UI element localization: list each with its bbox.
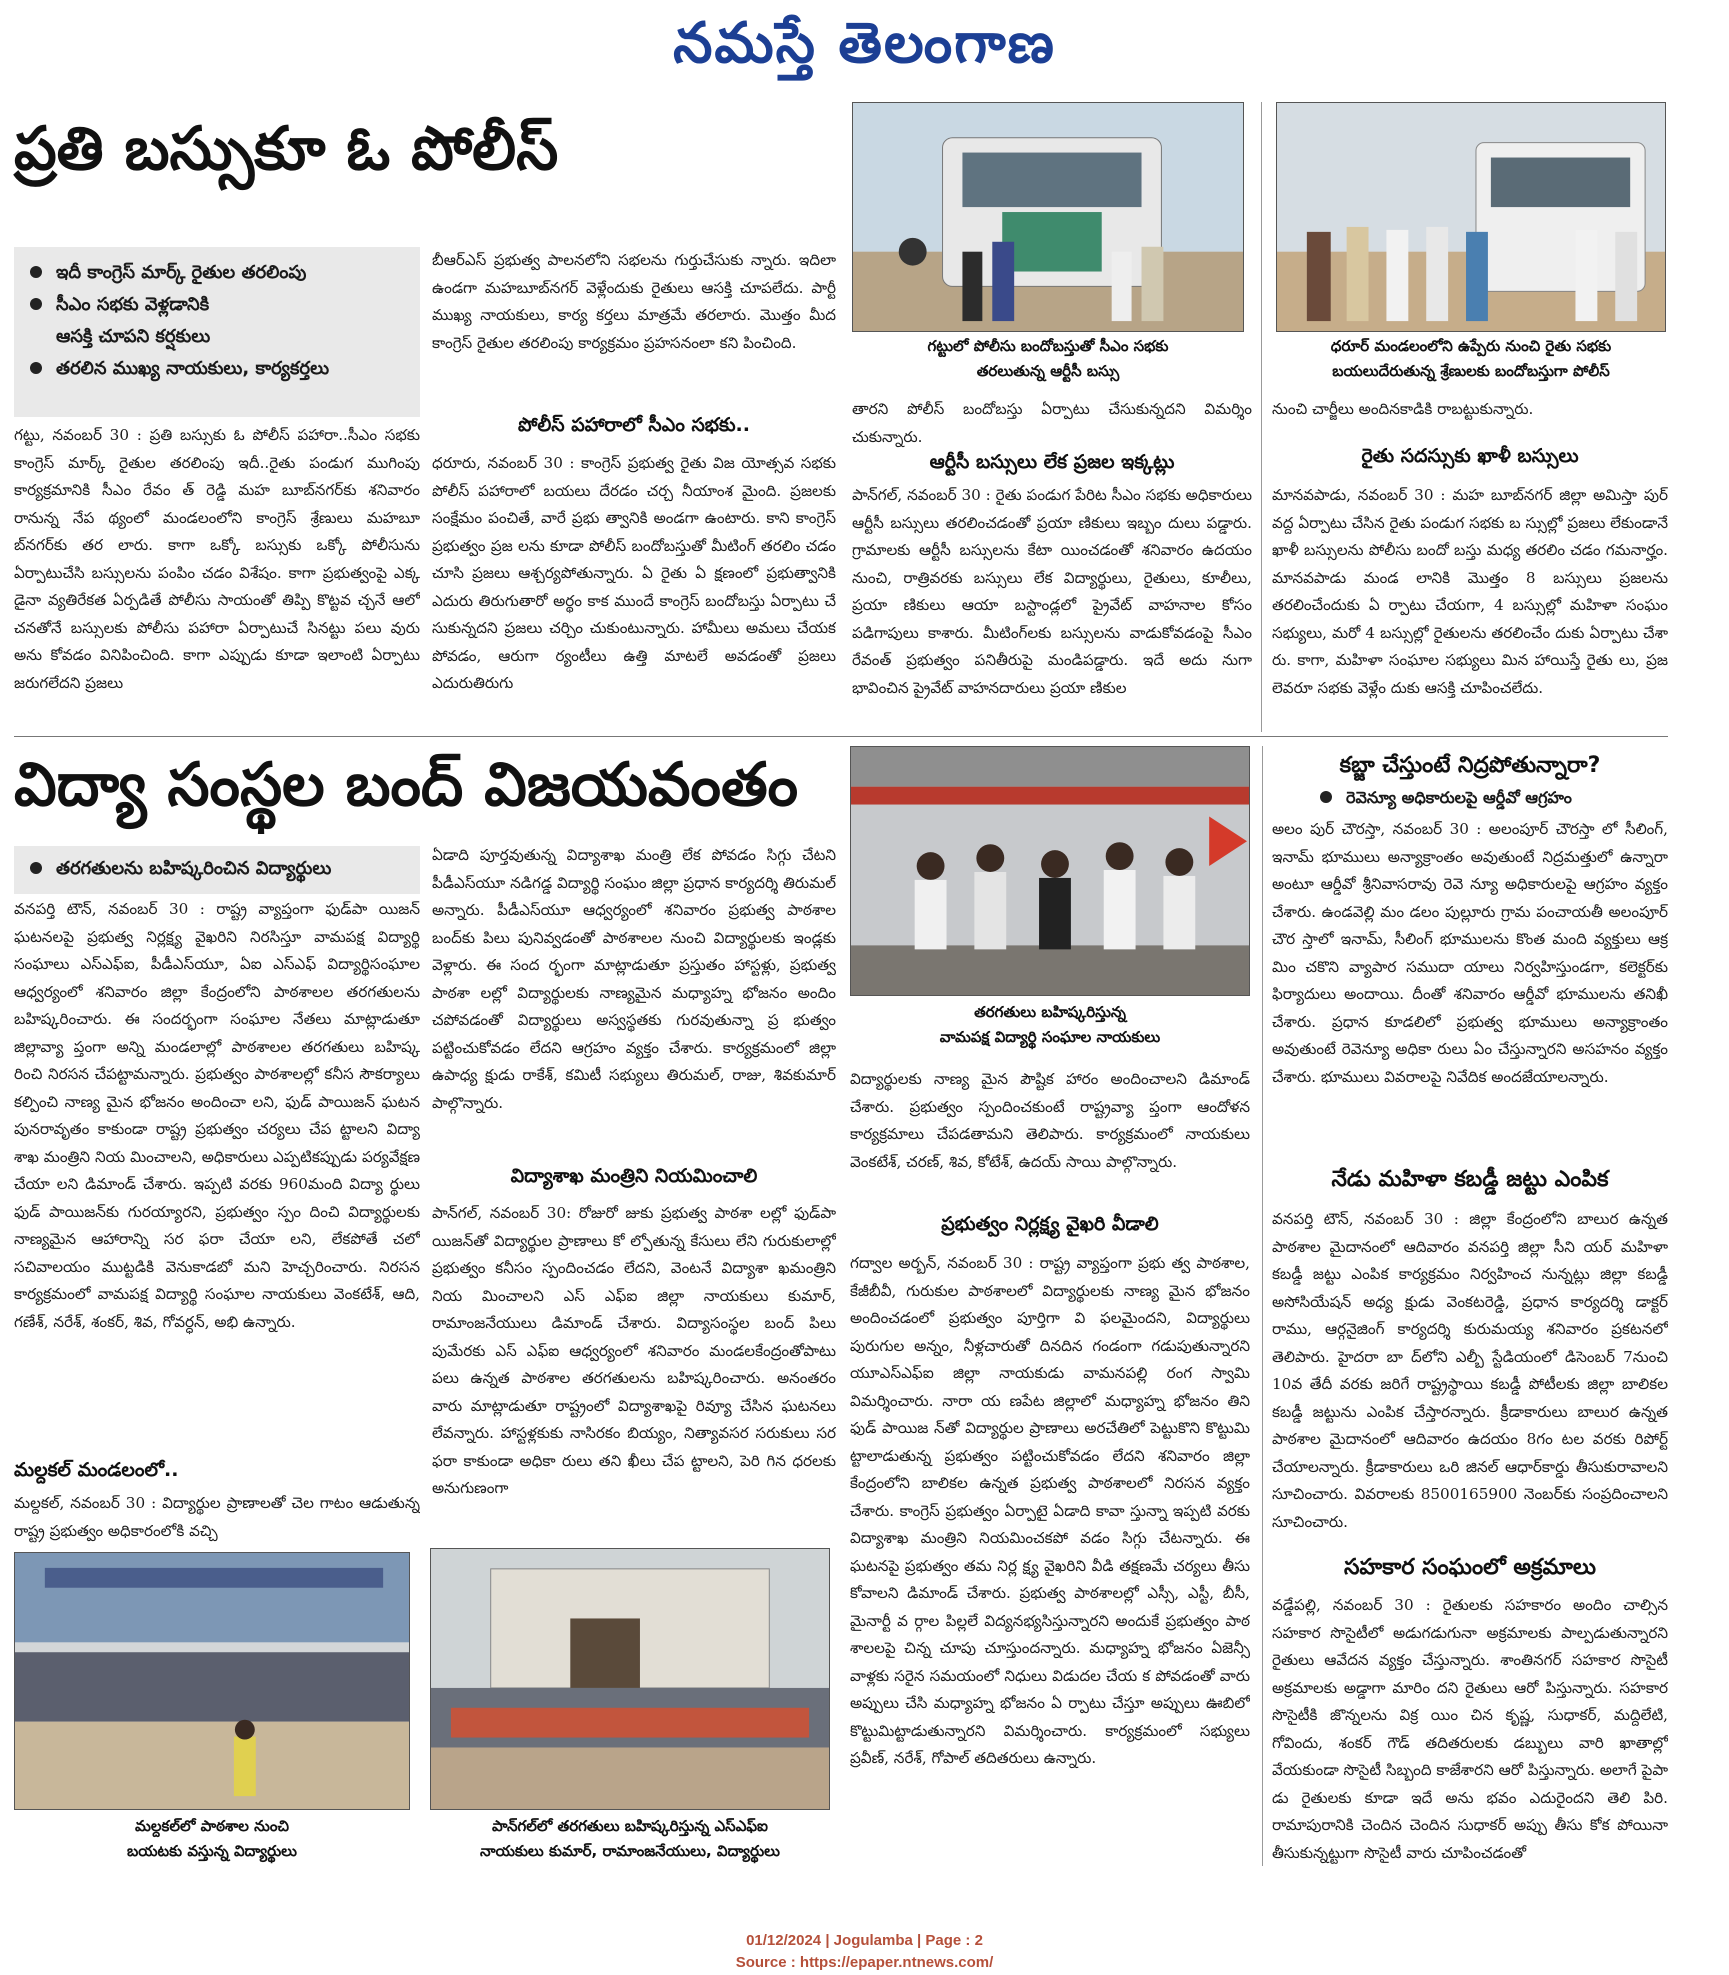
story1-bullet: [28, 353, 404, 385]
bullet-dot-icon: [30, 298, 42, 310]
bullet-dot-icon: [30, 862, 42, 874]
story1-col1-body: గట్టు, నవంబర్ 30 : ప్రతి బస్సుకు ఓ పోలీస్ పహారా..సీఎం సభకు కాంగ్రెస్ మార్క్ రైతుల తరలింపు ఇదీ..రైతు పండుగ ముగింపు కార్యక్రమానికి సీఎం రేవం త్ రెడ్డి మహ బూబ్‌నగర్‌కు శనివారం రానున్న నేప థ్యంలో మండలంలోని కాంగ్రెస్ శ్రేణులు మహబూ బ్‌నగర్‌కు తర లారు. కాగా ఒక్కో బస్సుకు ఒక్కో పోలీసును ఏర్పాటుచేసి బస్సులను పంపిం చడం విశేషం. కాగా ప్రభుత్వంపై ఎక్క డైనా వ్యతిరేకత ఏర్పడితే పోలీసు సాయంతో తిప్పి కొట్టవ చ్చనే ఆలో చనతోనే బస్సులకు పోలీసు పహారా ఏర్పాటుచే సినట్టు పలు వురు అను కోవడం వినిపించింది. కాగా ఎప్పుడు కూడా ఇలాంటి ఏర్పాటు జరుగలేదని ప్రజలు: [14, 426, 420, 692]
headline-encroachment: కబ్జా చేస్తుంటే నిద్రపోతున్నారా?: [1339, 753, 1601, 778]
photo-school-image: [15, 1553, 409, 1809]
footer-date-edition: 01/12/2024 | Jogulamba | Page : 2: [746, 1932, 983, 1949]
photo-dharur-police: [1276, 102, 1666, 332]
photo-sfi-image: [431, 1549, 829, 1809]
rdo-bullet: [1318, 782, 1729, 814]
bullet-dot-icon: [30, 362, 42, 374]
photo1-caption: [852, 334, 1244, 384]
subhead-negligence: ప్రభుత్వం నిర్లక్ష్య వైఖరి వీడాలి: [941, 1213, 1159, 1235]
headline-cooperative: సహకార సంఘంలో అక్రమాలు: [1343, 1555, 1597, 1580]
photo-bus-image: [853, 103, 1243, 331]
subhead-minister: విద్యాశాఖ మంత్రిని నియమించాలి: [510, 1165, 758, 1187]
story2-bullet-box: [14, 846, 420, 894]
bullet-dot-icon: [1320, 791, 1332, 803]
photo2-caption-line1: ధరూర్ మండలంలోని ఉప్పేరు నుంచి రైతు సభకు: [1330, 337, 1612, 355]
photo5-caption-line1: పాన్‌గల్‌లో తరగతులు బహిష్కరిస్తున్న ఎస్ఎఫ్ఐ: [492, 1817, 768, 1835]
story2-headline: విద్యా సంస్థల బంద్ విజయవంతం: [14, 750, 799, 820]
subhead-police: పోలీస్ పహారాలో సీఎం సభకు..: [518, 414, 750, 436]
photo5-caption-line2: నాయకులు కుమార్, రామాంజనేయులు, విద్యార్థులు: [480, 1842, 780, 1860]
bullet-dot-icon: [30, 266, 42, 278]
subhead-maldakal: మల్దకల్ మండలంలో..: [14, 1459, 179, 1481]
col4-body-top: నుంచి చార్జీలు అందినకాడికి రాబట్టుకున్నారు.: [1272, 400, 1534, 418]
photo-bus-police-gattu: [852, 102, 1244, 332]
photo3-caption-line2: వామపక్ష విద్యార్థి సంఘాల నాయకులు: [939, 1028, 1161, 1046]
section-divider: [14, 736, 1668, 737]
photo-maldakal-school: [14, 1552, 410, 1810]
photo4-caption-line2: బయటకు వస్తున్న విద్యార్థులు: [126, 1842, 297, 1860]
story1-col2-body-a: బీఆర్ఎస్ ప్రభుత్వ పాలనలోని సభలను గుర్తుచేసుకు న్నారు. ఇదిలా ఉండగా మహబూబ్‌నగర్ వెళ్లేందుకు రైతులు ఆసక్తి చూపలేదు. పార్టీ ముఖ్య నాయకులు, కార్య కర్తలు మాత్రమే తరలారు. మొత్తం మీద కాంగ్రెస్ రైతుల తరలింపు కార్యక్రమం ప్రహసనంలా కని పించింది.: [432, 251, 836, 352]
photo-pangal-sfi: [430, 1548, 830, 1810]
masthead-logo: నమస్తే తెలంగాణ: [673, 10, 1056, 76]
photo1-caption-line2: తరలుతున్న ఆర్టీసీ బస్సు: [976, 362, 1120, 380]
story2-col2-body-b: పాన్‌గల్, నవంబర్ 30: రోజురో జుకు ప్రభుత్వ పాఠశా లల్లో ఫుడ్‌పా యిజన్‌తో విద్యార్థుల ప్రాణాలు కో ల్పోతున్న కేసులు లేని గురుకులాల్లో ప్రభుత్వం కనీసం స్పందించడం లేదని, వెంటనే విద్యాశా ఖమంత్రిని నియ మించాలని ఎస్ ఎఫ్ఐ జిల్లా నాయకులు కుమార్, రామాంజనేయులు డిమాండ్ చేశారు. విద్యాసంస్థల బంద్ పిలు పుమేరకు ఎస్ ఎఫ్ఐ ఆధ్వర్యంలో శనివారం మండలకేంద్రంతోపాటు పలు ఉన్నత పాఠశాల తరగతులను బహిష్కరించారు. అనంతరం వారు మాట్లాడుతూ రాష్ట్రంలో విద్యాశాఖపై రివ్యూ చేసిన ఘటనలు లేవన్నారు. హాస్టళ్లకుకు నాసిరకం బియ్యం, నిత్యావసర సరుకులు సర ఫరా కాకుండా అధికా రులు తని ఖీలు చేప ట్టాలని, పెరి గిన ధరలకు అనుగుణంగా: [432, 1204, 836, 1497]
footer-source-link[interactable]: Source : https://epaper.ntnews.com/: [735, 1954, 994, 1971]
photo5-caption: [430, 1814, 830, 1864]
bullet-text: తరగతులను బహిష్కరించిన విద్యార్థులు: [56, 858, 332, 879]
story2-col1-body: వనపర్తి టౌన్, నవంబర్ 30 : రాష్ట్ర వ్యాప్తంగా ఫుడ్‌పా యిజన్ ఘటనలపై ప్రభుత్వ నిర్లక్ష్య వైఖరిని నిరసిస్తూ వామపక్ష విద్యార్థి సంఘాలు ఎస్ఎఫ్ఐ, పీడీఎస్‌యూ, ఏఐ ఎస్ఎఫ్ విద్యార్థిసంఘాల ఆధ్వర్యంలో శనివారం జిల్లా కేంద్రంలోని పాఠశాలల తరగతులను బహిష్కరించారు. ఈ సందర్భంగా సంఘాల నేతలు మాట్లాడుతూ జిల్లావ్యా ప్తంగా అన్ని మండలాల్లో పాఠశాలల తరగతులు బహిష్క రించి నిరసన చేపట్టామన్నారు. ప్రభుత్వం పాఠశాలల్లో కనీస సౌకర్యాలు కల్పించి నాణ్య మైన భోజనం అందించా లని, ఫుడ్ పాయిజన్ ఘటన పునరావృతం కాకుండా రాష్ట్ర ప్రభుత్వం చర్యలు చేప ట్టాలని విద్యా శాఖ మంత్రిని నియ మించాలని, అధికారులు ఎప్పటికప్పుడు పర్యవేక్షణ చేయా లని డిమాండ్ చేశారు. ఇప్పటి వరకు 960మంది విద్యా ర్థులు ఫుడ్ పాయిజన్‌కు గురయ్యారని, ప్రభుత్వం స్పం దించి విద్యార్థులకు నాణ్యమైన ఆహారాన్ని సర ఫరా చేయా లని, లేకపోతే చలో సచివాలయం ముట్టడికి వెనుకాడబో మని హెచ్చరించారు. నిరసన కార్యక్రమంలో వామపక్ష విద్యార్థి సంఘాల నాయకులు వెంకటేశ్, ఆది, గణేశ్, నరేశ్, శంకర్, శివ, గోవర్ధన్, అభి ఉన్నారు.: [14, 900, 420, 1331]
maldakal-body: మల్దకల్, నవంబర్ 30 : విద్యార్థుల ప్రాణాలతో చెల గాటం ఆడుతున్న రాష్ట్ర ప్రభుత్వం అధికారంలోకి వచ్చి: [14, 1494, 420, 1540]
story1-headline: ప్రతి బస్సుకూ ఓ పోలీస్: [14, 114, 559, 184]
photo2-caption-line2: బయలుదేరుతున్న శ్రేణులకు బందోబస్తుగా పోలీస్: [1332, 362, 1610, 380]
story1-bullet: [28, 257, 404, 289]
cooperative-body: వడ్డేపల్లి, నవంబర్ 30 : రైతులకు సహకారం అందిం చాల్సిన సహకార సొసైటీలో అడుగడుగునా అక్రమాలకు పాల్పడుతున్నారని రైతులు ఆవేదన వ్యక్తం చేస్తున్నారు. శాంతినగర్ సహకార సొసైటీ అక్రమాలకు అడ్డాగా మారిం దని రైతులు ఆరో పిస్తున్నారు. సహకార సొసైటీకి జొన్నలను విక్ర యిం చిన కృష్ణ, సుధాకర్, మద్దిలేటి, గోవిందు, శంకర్ గౌడ్ తదితరులకు డబ్బులు వారి ఖాతాల్లో వేయకుండా సొసైటీ సిబ్బంది కాజేశారని ఆరో పిస్తున్నారు. అలాగే పైపా డు రైతులకు కూడా ఇదే అను భవం ఎదురైందని తెలి పిరి. రామాపురానికి చెందిన చెందిన సుధాకర్ అప్పు తీసు కోక పోయినా తీసుకున్నట్టుగా సొసైటీ వారు చూపించడంతో: [1272, 1596, 1668, 1862]
story1-bullet: [28, 289, 404, 321]
story2-bullet: [28, 853, 404, 885]
subhead-rtc-buses: ఆర్టీసీ బస్సులు లేక ప్రజల ఇక్కట్లు: [929, 451, 1175, 473]
photo2-caption: [1276, 334, 1666, 384]
bullet-text: సీఎం సభకు వెళ్లడానికి: [56, 294, 210, 315]
story1-bullet-box: [14, 247, 420, 417]
bullet-text: తరలిన ముఖ్య నాయకులు, కార్యకర్తలు: [56, 358, 330, 379]
headline-kabaddi: నేడు మహిళా కబడ్డీ జట్టు ఎంపిక: [1331, 1167, 1609, 1192]
col3b-body: గద్వాల అర్బన్, నవంబర్ 30 : రాష్ట్ర వ్యాప్తంగా ప్రభు త్వ పాఠశాల, కేజీబీవీ, గురుకుల పాఠశాలలో విద్యార్థులకు నాణ్య మైన భోజనం అందించడంలో ప్రభుత్వం పూర్తిగా వి ఫలమైందని, విద్యార్థులు పురుగుల అన్నం, నీళ్లచారుతో దినదిన గండంగా గడుపుతున్నారని యూఎస్ఎఫ్ఐ జిల్లా నాయకుడు వామనపల్లి రంగ స్వామి విమర్శించారు. నారా య ణపేట జిల్లాలో మధ్యాహ్న భోజనం తిని ఫుడ్ పాయిజ న్‌తో విద్యార్థుల ప్రాణాలు అరచేతిలో పెట్టుకొని కొట్టుమి ట్టాలాడుతున్న ప్రభుత్వం పట్టించుకోవడం లేదని శనివారం జిల్లా కేంద్రంలోని బాలికల ఉన్నత ప్రభుత్వ పాఠశాలలో నిరసన వ్యక్తం చేశారు. కాంగ్రెస్ ప్రభుత్వం ఏర్పాటై ఏడాది కావా స్తున్నా ఇప్పటి వరకు విద్యాశాఖ మంత్రిని నియమించకపో వడం సిగ్గు చేటన్నారు. ఈ ఘటనపై ప్రభుత్వం తమ నిర్ల క్ష్య వైఖరిని వీడి తక్షణమే చర్యలు తీసు కోవాలని డిమాండ్ చేశారు. ప్రభుత్వ పాఠశాలల్లో ఎస్సీ, ఎస్టీ, బీసీ, మైనార్టీ వ ర్గాల పిల్లలే విద్యనభ్యసిస్తున్నారని అందుకే ప్రభుత్వం పాఠ శాలలపై చిన్న చూపు చూస్తుందన్నారు. మధ్యాహ్న భోజనం ఏజెన్సీ వాళ్లకు సరైన సమయంలో నిధులు విడుదల చేయ క పోవడంతో వారు అప్పులు చేసి మధ్యాహ్న భోజనం ఏ ర్పాటు చేస్తూ అప్పులు ఊబిలో కొట్టుమిట్టాడుతున్నారని విమర్శించారు. కార్యక్రమంలో సభ్యులు ప్రవీణ్, నరేశ్, గోపాల్ తదితరులు ఉన్నారు.: [850, 1254, 1250, 1767]
photo1-caption-line1: గట్టులో పోలీసు బందోబస్తుతో సీఎం సభకు: [927, 337, 1169, 355]
photo4-caption: [14, 1814, 410, 1864]
col4-body: మానవపాడు, నవంబర్ 30 : మహ బూబ్‌నగర్ జిల్లా అమిస్తా పుర్ వద్ద ఏర్పాటు చేసిన రైతు పండుగ సభకు బ స్సుల్లో ప్రజలు లేకుండానే ఖాళీ బస్సులను పోలీసు బందో బస్తు మధ్య తరలిం చడం గమనార్హం. మానవపాడు మండ లానికి మొత్తం 8 బస్సులు ప్రజలను తరలించేందుకు ఏ ర్పాటు చేయగా, 4 బస్సుల్లో మహిళా సంఘం సభ్యులు, మరో 4 బస్సుల్లో రైతులను తరలించేం దుకు ఏర్పాటు చేశా రు. కాగా, మహిళా సంఘాల సభ్యులు మిన హాయిస్తే రైతు లు, ప్రజ లెవరూ సభకు వెళ్లేం దుకు ఆసక్తి చూపించలేదు.: [1272, 486, 1668, 697]
photo3-caption: [850, 1000, 1250, 1050]
bullet-text: రెవెన్యూ అధికారులపై ఆర్డీవో ఆగ్రహం: [1346, 788, 1572, 807]
photo-crowd-image: [1277, 103, 1665, 331]
story1-bullet-continuation: ఆసక్తి చూపని కర్షకులు: [56, 326, 211, 347]
encroachment-body: అలం పుర్ చౌరస్తా, నవంబర్ 30 : అలంపూర్ చౌరస్తా లో సీలింగ్, ఇనామ్ భూములు అన్యాక్రాంతం అవుతుంటే నిద్రమత్తులో ఉన్నారా అంటూ ఆర్డీవో శ్రీనివాసరావు రెవె న్యూ అధికారులపై ఆగ్రహం వ్యక్తం చేశారు. ఉండవెల్లి మం డలం పుల్లూరు గ్రామ పంచాయతీ అలంపూర్ చౌర స్తాలో ఇనామ్, సీలింగ్ భూములను కొంత మంది వ్యక్తులు ఆక్ర మిం చకొని వ్యాపార సముదా యాలు నిర్వహిస్తుండగా, కలెక్టర్‌కు ఫిర్యాదులు అందాయి. దీంతో శనివారం ఆర్డీవో భూములను తనిఖీ చేశారు. ప్రధాన కూడలిలో ప్రభుత్వ భూములు అన్యాక్రాంతం అవుతుంటే రెవెన్యూ అధికా రులు ఏం చేస్తున్నారని అసహనం వ్యక్తం చేశారు. భూములు వివరాలపై నివేదిక అందజేయాలన్నారు.: [1272, 820, 1668, 1086]
col3b-body-top: విద్యార్థులకు నాణ్య మైన పౌష్టిక హారం అందించాలని డిమాండ్ చేశారు. ప్రభుత్వం స్పందించకుంటే రాష్ట్రవ్యా ప్తంగా ఆందోళన కార్యక్రమాలు చేపడతామని తెలిపారు. కార్యక్రమంలో నాయకులు వెంకటేశ్, చరణ్, శివ, కోటేశ్, ఉదయ్ సాయి పాల్గొన్నారు.: [850, 1070, 1250, 1171]
column-rule: [1261, 102, 1262, 732]
col3-body-top: తారని పోలీస్ బందోబస్తు ఏర్పాటు చేసుకున్నదని విమర్శిం చుకున్నారు.: [852, 400, 1252, 446]
photo-students-protest: [850, 746, 1250, 996]
photo-protest-image: [851, 747, 1249, 995]
photo4-caption-line1: మల్దకల్‌లో పాఠశాల నుంచి: [135, 1817, 289, 1835]
photo3-caption-line1: తరగతులు బహిష్కరిస్తున్న: [974, 1003, 1126, 1021]
column-rule: [1262, 746, 1263, 1866]
kabaddi-body: వనపర్తి టౌన్, నవంబర్ 30 : జిల్లా కేంద్రంలోని బాలుర ఉన్నత పాఠశాల మైదానంలో ఆదివారం వనపర్తి జిల్లా సీని యర్ మహిళా కబడ్డీ జట్టు ఎంపిక కార్యక్రమం నిర్వహించ నున్నట్లు జిల్లా కబడ్డీ అసోసియేషన్ అధ్య క్షుడు వెంకటరెడ్డి, ప్రధాన కార్యదర్శి డాక్టర్ రాము, ఆర్గనైజింగ్ కార్యదర్శి కురుమయ్య శనివారం ప్రకటనలో తెలిపారు. హైదరా బా ద్‌లోని ఎల్బీ స్టేడియంలో డిసెంబర్ 7నుంచి 10వ తేదీ వరకు జరిగే రాష్ట్రస్థాయి కబడ్డీ పోటీలకు జిల్లా బాలికల కబడ్డీ జట్టును ఎంపిక చేస్తారన్నారు. క్రీడాకారులు బాలుర ఉన్నత పాఠశాల మైదానంలో ఆదివారం ఉదయం 8గం టల వరకు రిపోర్ట్ చేయాలన్నారు. క్రీడాకారులు ఒరి జినల్ ఆధార్‌కార్డు తీసుకురావాలని సూచించారు. వివరాలకు 8500165900 నెంబర్‌కు సంప్రదించాలని సూచించారు.: [1272, 1210, 1668, 1531]
col3-body: పాన్‌గల్, నవంబర్ 30 : రైతు పండుగ పేరిట సీఎం సభకు అధికారులు ఆర్టీసీ బస్సులు తరలించడంతో ప్రయా ణికులు ఇబ్బం దులు పడ్డారు. గ్రామాలకు ఆర్టీసీ బస్సులను కేటా యించడంతో శనివారం ఉదయం నుంచి, రాత్రివరకు బస్సులు లేక విద్యార్థులు, రైతులు, కూలీలు, ప్రయా ణికులు ఆయా బస్టాండ్లలో ప్రైవేట్ వాహనాల కోసం పడిగాపులు కాశారు. మీటింగ్‌లకు బస్సులను వాడుకోవడంపై సీఎం రేవంత్ ప్రభుత్వం పనితీరుపై మండిపడ్డారు. ఇదే అదు నుగా భావించిన ప్రైవేట్ వాహనదారులు ప్రయా ణికుల: [852, 486, 1252, 697]
subhead-empty-buses: రైతు సదస్సుకు ఖాళీ బస్సులు: [1361, 445, 1579, 467]
story1-col2-body-b: ధరూరు, నవంబర్ 30 : కాంగ్రెస్ ప్రభుత్వ రైతు విజ యోత్సవ సభకు పోలీస్ పహారాలో బయలు దేరడం చర్చ నీయాంశ మైంది. ప్రజలకు సంక్షేమం పంచితే, వారే ప్రభు త్వానికి అండగా ఉంటారు. కాని కాంగ్రెస్ ప్రభుత్వం ప్రజ లను కూడా పోలీస్ బందోబస్తుతో మీటింగ్ తరలిం చడం చూసి ప్రజలు ఆశ్చర్యపోతున్నారు. ఏ రైతు ఏ క్షణంలో ప్రభుత్వానికి ఎదురు తిరుగుతారో అర్థం కాక ముందే కాంగ్రెస్ బందోబస్తు ఏర్పాటు చే సుకున్నదని ప్రజలు చర్చిం చుకుంటున్నారు. హామీలు అమలు చేయక పోవడం, ఆరుగా ర్యంటీలు ఉత్తి మాటలే అవడంతో ప్రజలు ఎదురుతిరుగు: [432, 454, 836, 692]
story2-col2-body-a: ఏడాది పూర్తవుతున్న విద్యాశాఖ మంత్రి లేక పోవడం సిగ్గు చేటని పీడీఎస్‌యూ నడిగడ్డ విద్యార్థి సంఘం జిల్లా ప్రధాన కార్యదర్శి తిరుమల్ అన్నారు. పీడీఎస్‌యూ ఆధ్వర్యంలో శనివారం ప్రభుత్వ పాఠశాల బంద్‌కు పిలు పునివ్వడంతో పాఠశాలల నుంచి విద్యార్థులకు ఇండ్లకు వెళ్లారు. ఈ సంద ర్భంగా మాట్లాడుతూ ప్రస్తుతం హాస్టళ్లు, ప్రభుత్వ పాఠశా లల్లో విద్యార్థులకు నాణ్యమైన మధ్యాహ్న భోజనం అందిం చపోవడంతో విద్యార్థులు అస్వస్థతకు గురవుతున్నా ప్ర భుత్వం పట్టించుకోవడం లేదని ఆగ్రహం వ్యక్తం చేశారు. కార్యక్రమంలో జిల్లా ఉపాధ్య క్షుడు రాకేశ్, కమిటీ సభ్యులు తిరుమల్, రాజు, శివకుమార్ పాల్గొన్నారు.: [432, 846, 836, 1112]
bullet-text: ఇదీ కాంగ్రెస్ మార్క్ రైతుల తరలింపు: [56, 262, 307, 283]
